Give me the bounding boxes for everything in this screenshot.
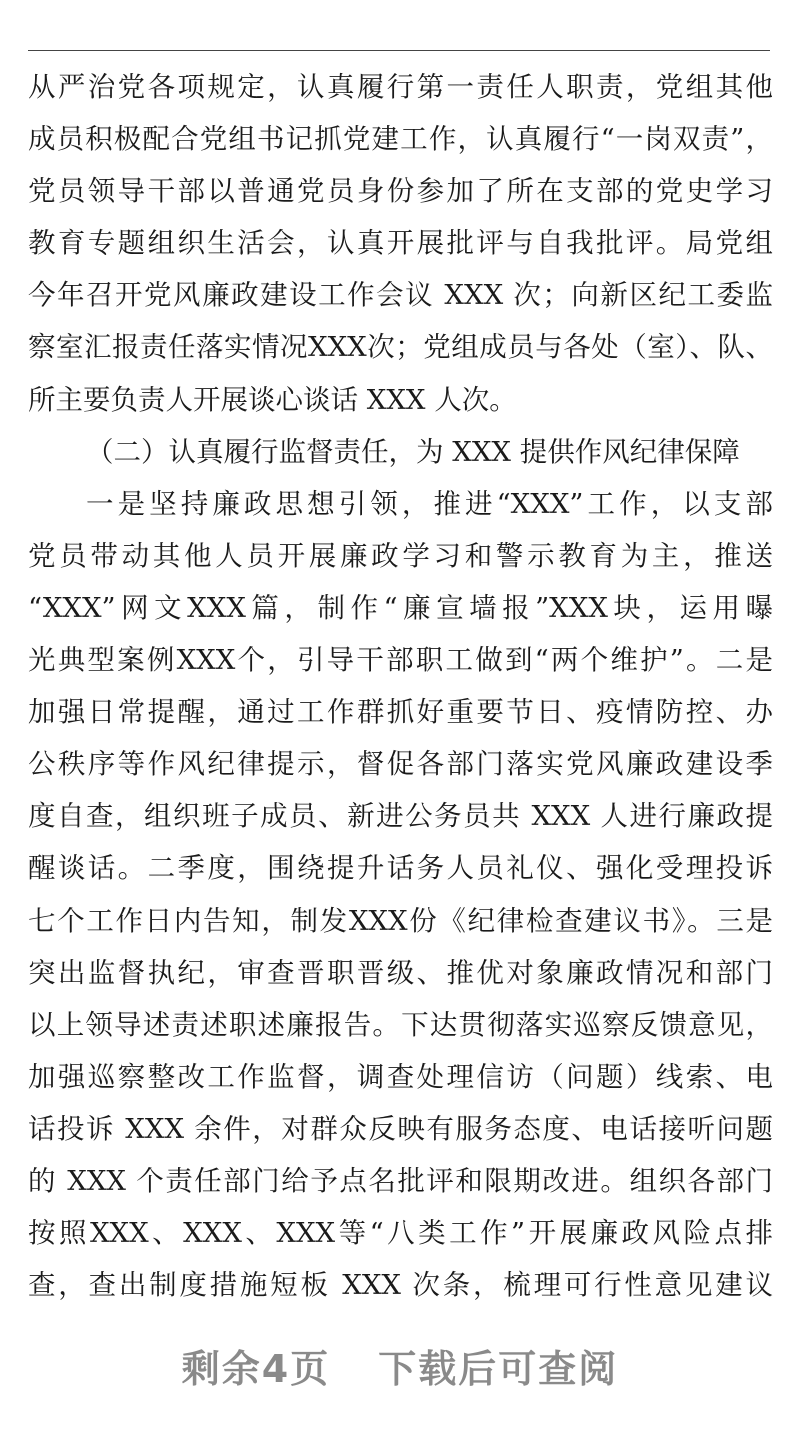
- text-line: 突出监督执纪，审查晋职晋级、推优对象廉政情况和部门: [28, 956, 773, 989]
- text-line: 所主要负责人开展谈心谈话 XXX 人次。: [28, 383, 517, 416]
- document-body: [28, 61, 773, 1311]
- text-line: 加强日常提醒，通过工作群抓好重要节日、疫情防控、办: [28, 696, 773, 729]
- text-line: 成员积极配合党组书记抓党建工作，认真履行“一岗双责”，: [28, 123, 773, 156]
- text-line: 今年召开党风廉政建设工作会议 XXX 次；向新区纪工委监: [28, 279, 773, 312]
- text-line: 党员带动其他人员开展廉政学习和警示教育为主，推送: [28, 539, 773, 572]
- text-line: 党员领导干部以普通党员身份参加了所在支部的党史学习: [28, 175, 773, 208]
- text-line: 醒谈话。二季度，围绕提升话务人员礼仪、强化受理投诉: [28, 852, 773, 885]
- download-to-view-label: 下载后可查阅: [378, 1347, 619, 1391]
- text-line: 加强巡察整改工作监督，调查处理信访（问题）线索、电: [28, 1060, 773, 1093]
- text-line: 七个工作日内告知，制发XXX份《纪律检查建议书》。三是: [28, 904, 773, 937]
- text-line: 从严治党各项规定，认真履行第一责任人职责，党组其他: [28, 71, 773, 103]
- text-line: 光典型案例XXX个，引导干部职工做到“两个维护”。二是: [28, 644, 773, 677]
- text-line: 察室汇报责任落实情况XXX次；党组成员与各处（室）、队、: [28, 331, 773, 364]
- remaining-pages-label: 剩余4页: [181, 1347, 331, 1391]
- text-line: 以上领导述责述职述廉报告。下达贯彻落实巡察反馈意见，: [28, 1008, 773, 1041]
- section-heading: （二）认真履行监督责任，为 XXX 提供作风纪律保障: [86, 435, 740, 468]
- text-line: “XXX”网文XXX篇，制作“廉宣墙报”XXX块，运用曝: [28, 591, 773, 624]
- download-prompt[interactable]: [0, 1338, 800, 1393]
- text-line: 公秩序等作风纪律提示，督促各部门落实党风廉政建设季: [28, 748, 773, 781]
- text-line: 话投诉 XXX 余件，对群众反映有服务态度、电话接听问题: [28, 1112, 773, 1145]
- text-line: 一是坚持廉政思想引领，推进“XXX”工作，以支部: [86, 487, 773, 520]
- header-rule: [28, 50, 770, 51]
- text-line: 按照XXX、XXX、XXX等“八类工作”开展廉政风险点排: [28, 1217, 773, 1250]
- text-line: 教育专题组织生活会，认真开展批评与自我批评。局党组: [28, 227, 773, 260]
- text-line: 查，查出制度措施短板 XXX 次条，梳理可行性意见建议: [28, 1269, 773, 1302]
- text-line: 度自查，组织班子成员、新进公务员共 XXX 人进行廉政提: [28, 800, 773, 833]
- text-line: 的 XXX 个责任部门给予点名批评和限期改进。组织各部门: [28, 1164, 773, 1197]
